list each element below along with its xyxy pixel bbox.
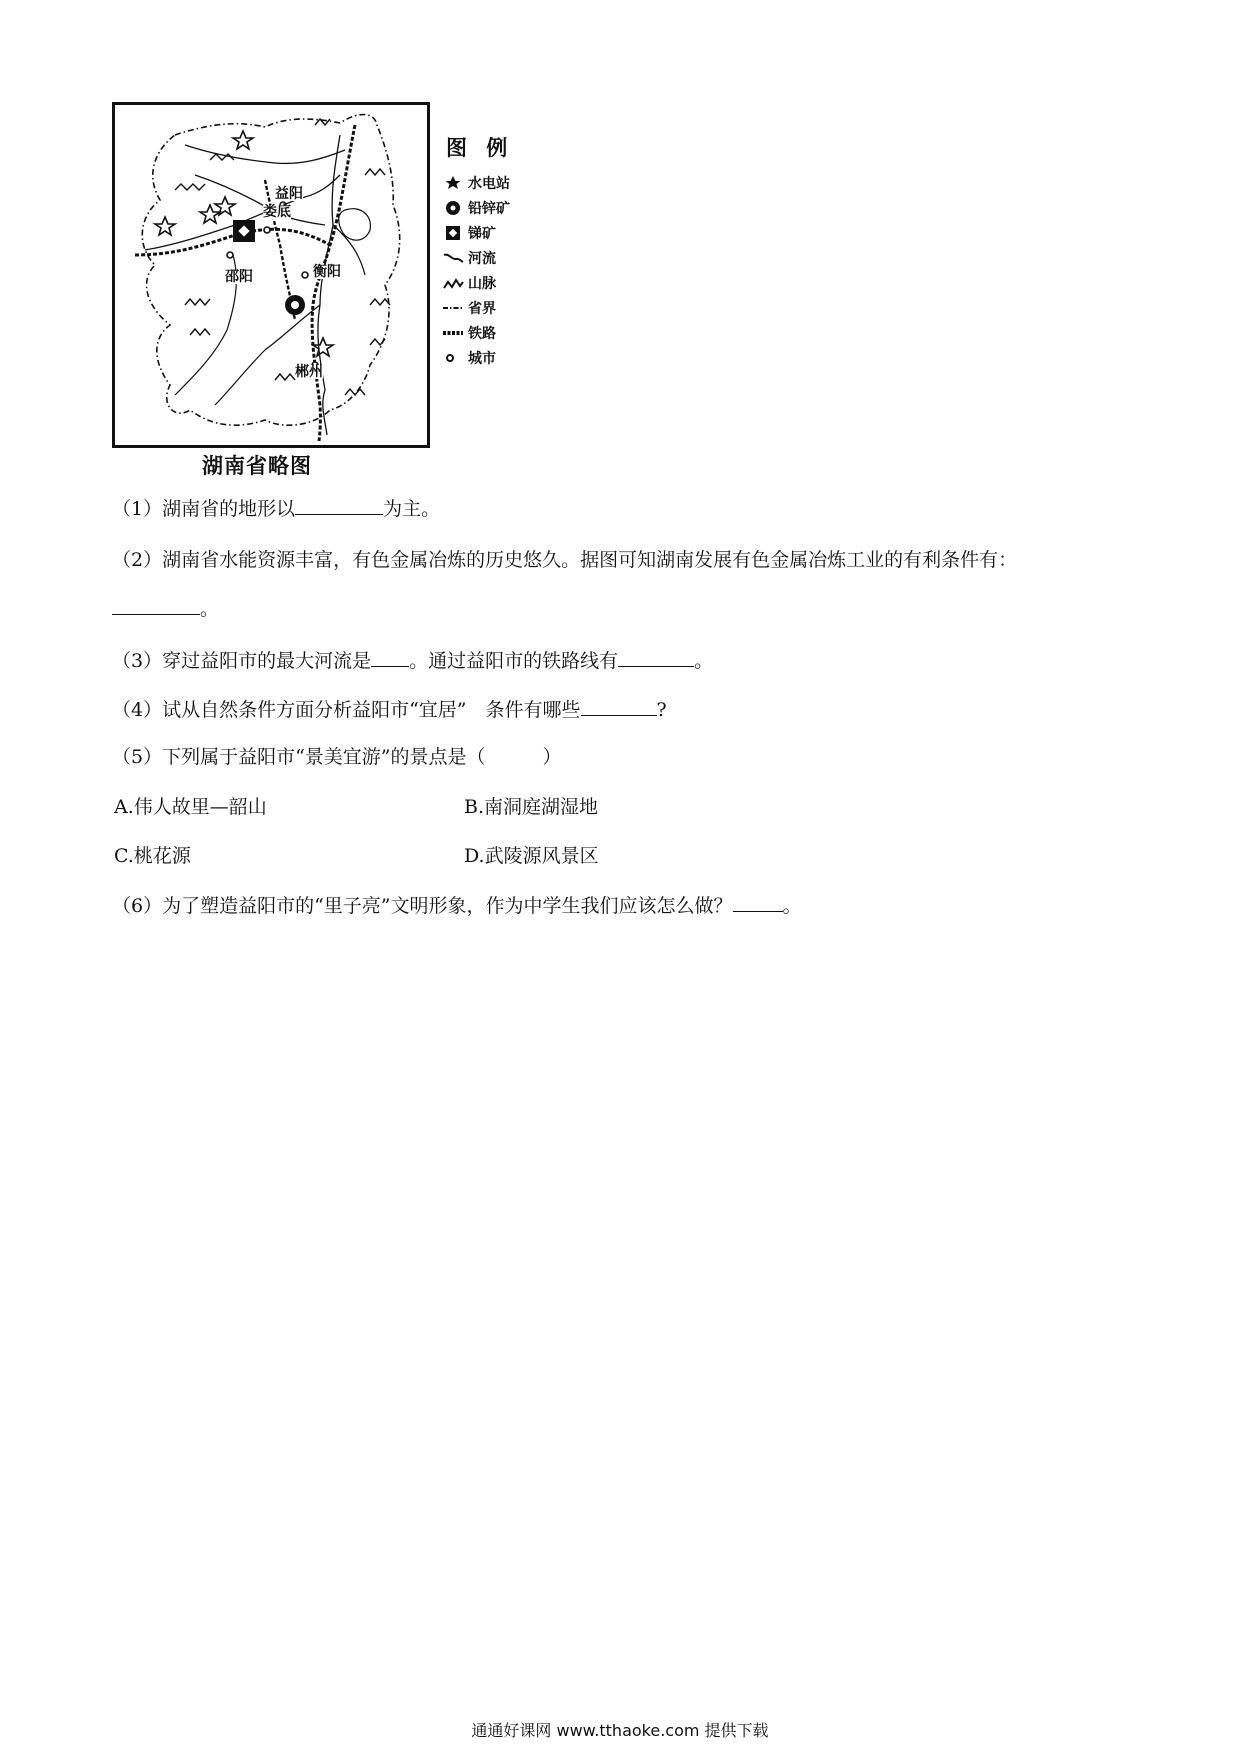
map-frame [112,102,430,448]
legend-item-mountain [442,270,532,295]
city-icon [442,350,464,366]
lead-zinc-mine-icon [442,200,464,216]
legend-label: 城市 [468,350,496,367]
railway-icon [442,325,464,341]
city-label-chenzhou: 郴州 [295,364,323,380]
province-boundary-icon [442,300,464,316]
mountain-range-icon [442,275,464,291]
city-label-yiyang: 益阳 [275,186,303,202]
legend-label: 铅锌矿 [468,200,510,217]
option-a[interactable]: A.伟人故里—韶山 [114,796,267,818]
river-li [185,145,345,163]
railway-xiangqian [135,229,330,255]
legend-item-city [442,345,532,370]
question-5: （5）下列属于益阳市“景美宜游”的景点是（ ） [112,746,562,768]
question-2: （2）湖南省水能资源丰富，有色金属冶炼的历史悠久。据图可知湖南发展有色金属冶炼工业的有利条件有： [112,549,1018,571]
answer-blank[interactable] [112,596,200,615]
question-2-answer: 。 [112,596,219,621]
answer-blank[interactable] [295,496,383,515]
river-branch-2 [215,305,320,405]
question-6: （6）为了塑造益阳市的“里子亮”文明形象，作为中学生我们应该怎么做？ 。 [112,895,802,917]
legend-label: 水电站 [468,175,510,192]
city-label-hengyang: 衡阳 [313,264,341,280]
city-label-loudi: 娄底 [263,204,291,220]
answer-blank[interactable] [733,893,783,912]
option-b[interactable]: B.南洞庭湖湿地 [464,796,599,818]
legend-label: 山脉 [468,275,496,292]
river-icon [442,250,464,266]
legend-label: 河流 [468,250,496,267]
hydropower-station-icon [442,175,464,191]
province-boundary [142,115,399,426]
legend-label: 锑矿 [468,225,496,242]
page-footer: 通通好课网 www.tthaoke.com 提供下载 [471,1721,769,1740]
city-label-shaoyang: 邵阳 [225,269,253,285]
legend-item-river [442,245,532,270]
legend-title: 图 例 [446,136,514,160]
question-4: （4）试从自然条件方面分析益阳市“宜居” 条件有哪些 ? [112,699,667,721]
answer-blank[interactable] [581,697,657,716]
river-xiang [318,135,340,435]
legend-item-hydropower [442,170,532,195]
hydropower-stations [155,131,333,356]
option-d[interactable]: D.武陵源风景区 [464,845,599,867]
legend-label: 铁路 [468,325,496,342]
hunan-map-figure [112,102,532,482]
legend-item-railway [442,320,532,345]
antimony-mine-icon [442,225,464,241]
answer-blank[interactable] [618,648,694,667]
map-drawing [115,105,427,445]
question-1: （1）湖南省的地形以 为主。 [112,498,441,520]
legend-label: 省界 [468,300,496,317]
legend-item-boundary [442,295,532,320]
railway-beijing-guangzhou [312,125,355,441]
option-c[interactable]: C.桃花源 [114,845,191,867]
legend-item-antimony [442,220,532,245]
answer-blank[interactable] [371,648,409,667]
legend-item-lead-zinc [442,195,532,220]
question-3: （3）穿过益阳市的最大河流是 。通过益阳市的铁路线有 。 [112,650,714,672]
map-title: 湖南省略图 [202,454,312,478]
map-legend [442,132,532,370]
